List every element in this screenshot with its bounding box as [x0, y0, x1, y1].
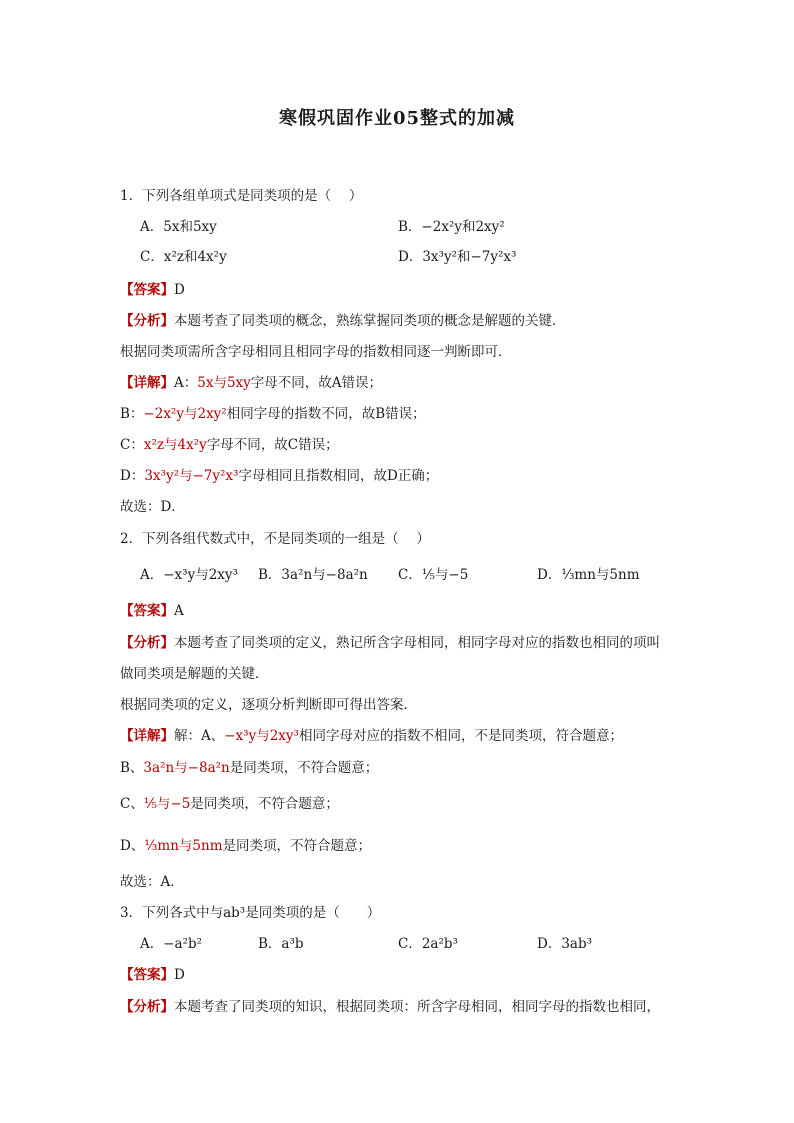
question-1-stem: 1．下列各组单项式是同类项的是（ ）	[120, 188, 363, 204]
analysis-text: 本题考查了同类项的定义，熟记所含字母相同，相同字母对应的指数也相同的项叫	[174, 635, 660, 651]
detail-math: −2x²y与2xy²	[143, 406, 227, 422]
q2-analysis-line	[120, 633, 660, 653]
q2-answer-line	[120, 601, 184, 621]
q2-detail-d	[120, 836, 371, 856]
detail-text: 相同字母的指数不同，故B错误；	[226, 406, 426, 422]
question-2-stem: 2．下列各组代数式中，不是同类项的一组是（ ）	[120, 531, 430, 547]
q2-option-a: A．−x³y与2xy³	[140, 567, 238, 583]
analysis-text: 本题考查了同类项的知识，根据同类项：所含字母相同，相同字母的指数也相同，	[174, 999, 660, 1015]
detail-text: 字母不同，故A错误；	[250, 375, 383, 391]
q2-option-b: B．3a²n与−8a²n	[258, 567, 368, 583]
q1-option-d: D．3x³y²和−7y²x³	[398, 249, 517, 265]
q3-option-b: B．a³b	[258, 936, 304, 952]
q2-option-d: D．⅓mn与5nm	[537, 567, 640, 583]
q3-option-a: A．−a²b²	[140, 936, 203, 952]
q2-detail-c	[120, 794, 339, 814]
page-title: 寒假巩固作业05整式的加减	[278, 108, 516, 129]
answer-value: A	[174, 603, 184, 619]
stem-math: ab³	[223, 905, 246, 921]
answer-tag: 【答案】	[120, 282, 174, 298]
q1-detail-a	[120, 373, 382, 393]
detail-text: 是同类项，不符合题意；	[190, 796, 339, 812]
answer-value: D	[174, 282, 185, 298]
detail-math: ⅓mn与5nm	[144, 838, 223, 854]
detail-prefix: B：	[120, 406, 144, 422]
q2-analysis-continued: 做同类项是解题的关键．	[120, 666, 269, 682]
detail-prefix: D：	[120, 468, 145, 484]
detail-prefix: B、	[120, 760, 144, 776]
stem-prefix: 3．下列各式中与	[120, 905, 224, 921]
detail-text: 是同类项，不符合题意；	[229, 760, 379, 776]
q2-analysis-line-2: 根据同类项的定义，逐项分析判断即可得出答案．	[120, 697, 417, 713]
detail-text: 字母不同，故C错误；	[206, 437, 339, 453]
analysis-tag: 【分析】	[120, 635, 174, 651]
detail-math: x²z与4x²y	[143, 437, 207, 453]
q1-detail-c	[120, 435, 339, 455]
q2-detail-a	[120, 726, 623, 746]
q3-analysis-line	[120, 997, 660, 1017]
detail-math: 3a²n与−8a²n	[143, 760, 230, 776]
answer-tag: 【答案】	[120, 603, 174, 619]
q2-option-c: C．⅕与−5	[398, 567, 469, 583]
detail-text: 相同字母对应的指数不相同，不是同类项，符合题意；	[298, 728, 623, 744]
answer-tag: 【答案】	[120, 967, 174, 983]
detail-tag: 【详解】	[120, 728, 174, 744]
q2-detail-b	[120, 758, 378, 778]
q1-answer-line	[120, 280, 185, 300]
analysis-text: 本题考查了同类项的概念，熟练掌握同类项的概念是解题的关键．	[174, 313, 566, 329]
analysis-tag: 【分析】	[120, 313, 174, 329]
analysis-tag: 【分析】	[120, 999, 174, 1015]
detail-prefix: 解：A、	[174, 728, 225, 744]
detail-prefix: C、	[120, 796, 144, 812]
q1-conclusion: 故选：D．	[120, 499, 185, 515]
q1-detail-b	[120, 404, 426, 424]
q1-analysis-line-2: 根据同类项需所含字母相同且相同字母的指数相同逐一判断即可．	[120, 344, 512, 360]
q3-answer-line	[120, 965, 185, 985]
stem-suffix: 是同类项的是（ ）	[245, 905, 381, 921]
q2-conclusion: 故选：A．	[120, 874, 184, 890]
detail-prefix: C：	[120, 437, 144, 453]
detail-math: ⅕与−5	[143, 796, 191, 812]
q3-option-c: C．2a²b³	[398, 936, 458, 952]
q1-option-b: B．−2x²y和2xy²	[398, 219, 505, 235]
q1-detail-d	[120, 466, 438, 486]
detail-text: 字母相同且指数相同，故D正确；	[238, 468, 439, 484]
detail-math: 5x与5xy	[197, 375, 251, 391]
detail-tag: 【详解】	[120, 375, 174, 391]
question-3-stem	[120, 903, 380, 923]
detail-math: −x³y与2xy³	[224, 728, 299, 744]
q1-analysis-line	[120, 311, 566, 331]
q1-option-c: C．x²z和4x²y	[140, 249, 227, 265]
detail-text: 是同类项，不符合题意；	[222, 838, 371, 854]
detail-prefix: A：	[174, 375, 198, 391]
q3-option-d: D．3ab³	[537, 936, 593, 952]
detail-prefix: D、	[120, 838, 145, 854]
detail-math: 3x³y²与−7y²x³	[144, 468, 239, 484]
answer-value: D	[174, 967, 185, 983]
q1-option-a: A．5x和5xy	[140, 219, 217, 235]
